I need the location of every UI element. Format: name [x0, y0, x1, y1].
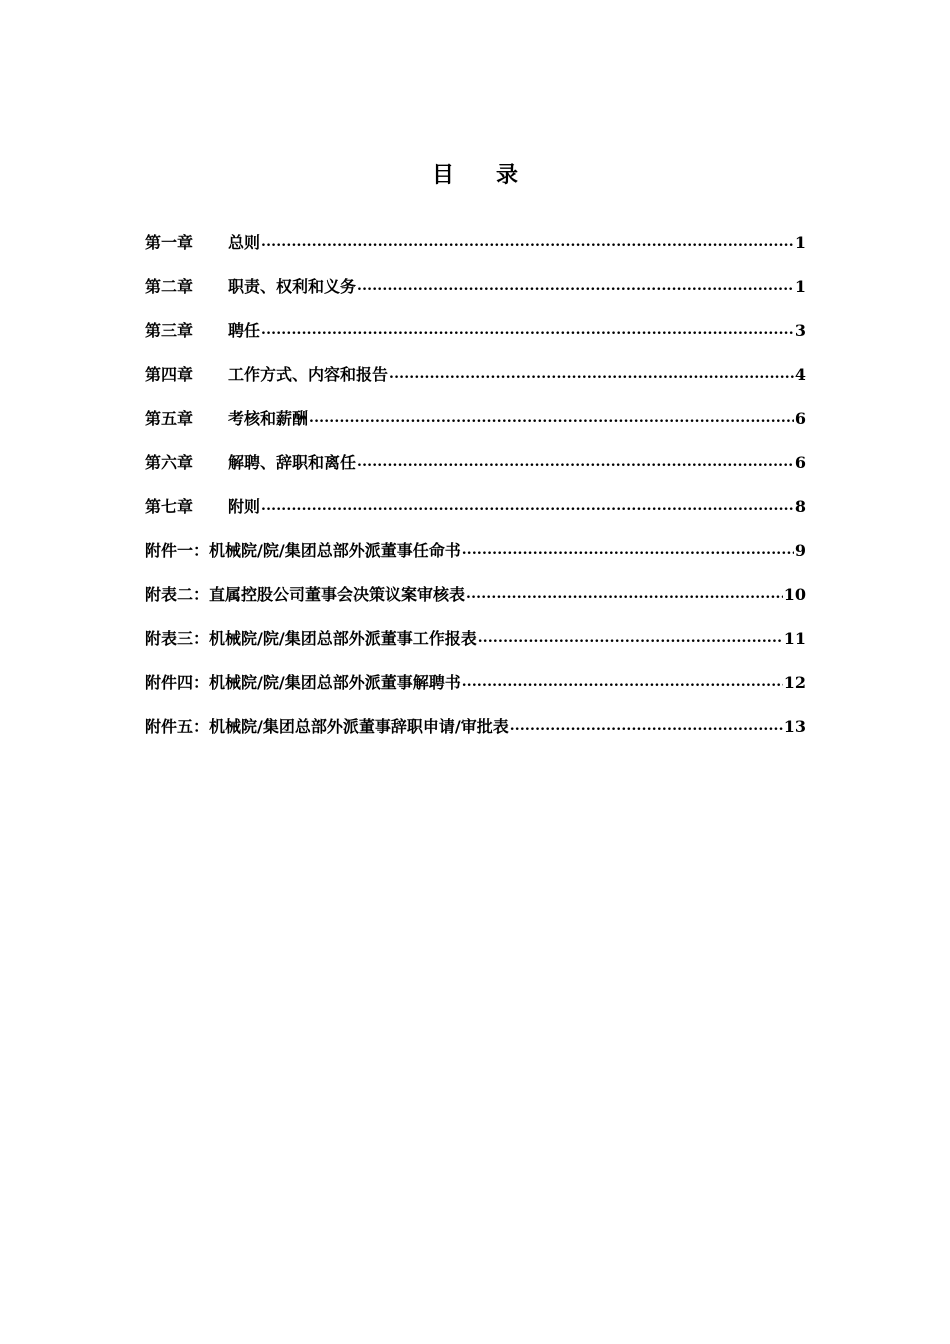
toc-page-number: 1 [794, 233, 806, 252]
toc-entry-attachment-2[interactable] [145, 582, 806, 626]
toc-entry-chapter-1[interactable] [145, 230, 806, 274]
toc-dot-leader [466, 586, 783, 600]
toc-dot-leader [261, 234, 794, 248]
toc-chapter-number: 第二章 [145, 277, 194, 296]
toc-entry-chapter-2[interactable] [145, 274, 806, 318]
toc-entry-label: 附件四：机械院/院/集团总部外派董事解聘书 [145, 673, 461, 692]
toc-entry-attachment-1[interactable] [145, 538, 806, 582]
toc-page-number: 11 [783, 629, 806, 648]
toc-entry-attachment-3[interactable] [145, 626, 806, 670]
toc-entry-chapter-6[interactable] [145, 450, 806, 494]
toc-page-number: 13 [783, 717, 806, 736]
toc-entry-chapter-4[interactable] [145, 362, 806, 406]
toc-page-number: 4 [794, 365, 806, 384]
toc-dot-leader [462, 542, 794, 556]
toc-dot-leader [510, 718, 783, 732]
toc-page-number: 3 [794, 321, 806, 340]
toc-page-number: 12 [783, 673, 806, 692]
toc-page-number: 6 [794, 409, 806, 428]
toc-page-number: 1 [794, 277, 806, 296]
toc-list [145, 230, 806, 758]
toc-page-number: 6 [794, 453, 806, 472]
toc-chapter-number: 第三章 [145, 321, 194, 340]
toc-entry-label: 附则 [228, 497, 261, 516]
toc-dot-leader [389, 366, 794, 380]
toc-title-char-1: 目 [431, 162, 454, 188]
toc-chapter-number: 第五章 [145, 409, 194, 428]
toc-entry-label: 工作方式、内容和报告 [228, 365, 389, 384]
toc-dot-leader [357, 454, 794, 468]
toc-page-number: 9 [794, 541, 806, 560]
toc-page-number: 10 [783, 585, 806, 604]
toc-entry-label: 附件五：机械院/集团总部外派董事辞职申请/审批表 [145, 717, 509, 736]
toc-entry-chapter-3[interactable] [145, 318, 806, 362]
toc-entry-attachment-4[interactable] [145, 670, 806, 714]
toc-dot-leader [357, 278, 794, 292]
toc-entry-label: 附表二：直属控股公司董事会决策议案审核表 [145, 585, 466, 604]
toc-title [0, 158, 950, 189]
toc-entry-label: 考核和薪酬 [228, 409, 309, 428]
toc-entry-chapter-5[interactable] [145, 406, 806, 450]
toc-chapter-number: 第四章 [145, 365, 194, 384]
toc-chapter-number: 第七章 [145, 497, 194, 516]
toc-entry-attachment-5[interactable] [145, 714, 806, 758]
toc-entry-chapter-7[interactable] [145, 494, 806, 538]
toc-title-char-2: 录 [496, 162, 519, 188]
toc-entry-label: 解聘、辞职和离任 [228, 453, 357, 472]
toc-page-number: 8 [794, 497, 806, 516]
toc-entry-label: 职责、权利和义务 [228, 277, 357, 296]
toc-entry-label: 附件一：机械院/院/集团总部外派董事任命书 [145, 541, 461, 560]
toc-chapter-number: 第六章 [145, 453, 194, 472]
toc-chapter-number: 第一章 [145, 233, 194, 252]
toc-entry-label: 总则 [228, 233, 261, 252]
toc-dot-leader [462, 674, 783, 688]
toc-dot-leader [261, 322, 794, 336]
toc-entry-label: 聘任 [228, 321, 261, 340]
toc-dot-leader [261, 498, 794, 512]
toc-dot-leader [478, 630, 783, 644]
toc-entry-label: 附表三：机械院/院/集团总部外派董事工作报表 [145, 629, 477, 648]
toc-dot-leader [309, 410, 794, 424]
